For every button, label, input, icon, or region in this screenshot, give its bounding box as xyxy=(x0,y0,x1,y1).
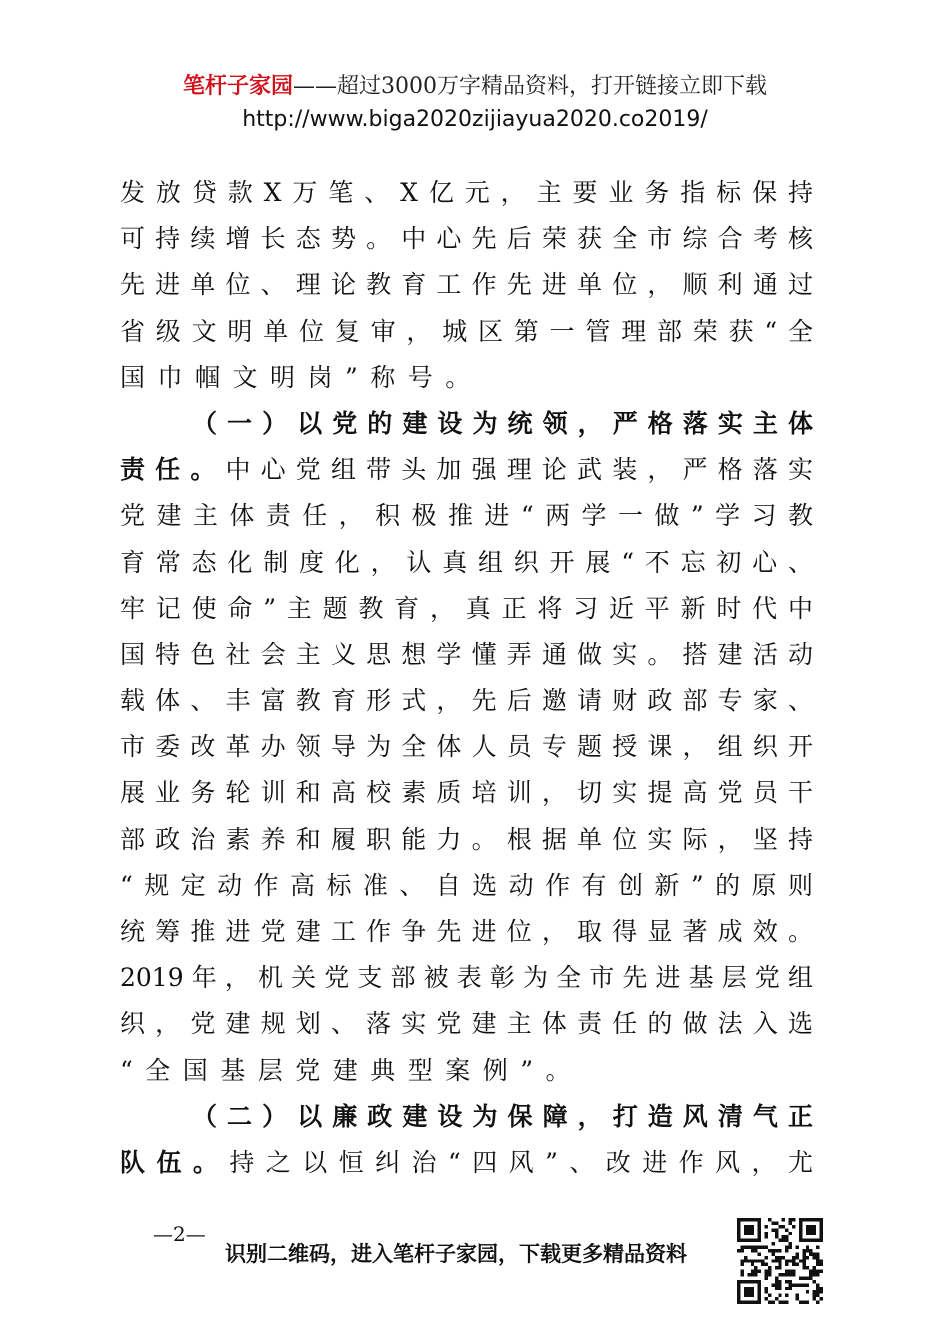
text-line xyxy=(120,447,813,493)
text-line: 织，党建规划、落实党建主体责任的做法入选 xyxy=(120,1009,813,1039)
text-line-content: 持之以恒纠治“四风”、改进作风，尤 xyxy=(229,1147,813,1177)
page-header xyxy=(0,70,950,135)
text-line-content: 中心党组带头加强理论武装，严格落实 xyxy=(225,455,813,485)
page-number: —2— xyxy=(153,1222,206,1246)
text-line: 载体、丰富教育形式，先后邀请财政部专家、 xyxy=(120,686,813,716)
header-banner xyxy=(0,70,950,103)
text-line: 展业务轮训和高校素质培训，切实提高党员干 xyxy=(120,778,813,808)
qr-code-icon[interactable] xyxy=(737,1218,823,1304)
text-line: 2019年，机关党支部被表彰为全市先进基层党组 xyxy=(120,963,813,993)
section-heading-1-tail: 责任。 xyxy=(120,455,226,485)
text-line: 先进单位、理论教育工作先进单位，顺利通过 xyxy=(120,270,813,300)
text-line: 统筹推进党建工作争先进位，取得显著成效。 xyxy=(120,917,813,946)
site-name[interactable]: 笔杆子家园 xyxy=(182,73,293,99)
text-line: 国巾帼文明岗”称号。 xyxy=(120,362,483,392)
text-line: 部政治素养和履职能力。根据单位实际，坚持 xyxy=(120,824,813,854)
text-line: 育常态化制度化，认真组织开展“不忘初心、 xyxy=(120,547,813,577)
text-line: 牢记使命”主题教育，真正将习近平新时代中 xyxy=(120,593,813,623)
section-heading-2-tail: 队伍。 xyxy=(120,1147,230,1177)
text-line xyxy=(120,1140,813,1186)
download-link[interactable]: http://www.biga2020zijiayua2020.co2019/ xyxy=(242,107,708,132)
text-line: 国特色社会主义思想学懂弄通做实。搭建活动 xyxy=(120,639,813,669)
text-line: 可持续增长态势。中心先后荣获全市综合考核 xyxy=(120,224,813,254)
text-line: 党建主体责任，积极推进“两学一做”学习教 xyxy=(120,501,813,531)
section-heading-2: （二）以廉政建设为保障，打造风清气正 xyxy=(192,1101,813,1131)
text-line: 省级文明单位复审，城区第一管理部荣获“全 xyxy=(120,316,813,346)
document-body xyxy=(120,170,813,1186)
header-tagline: ——超过3000万字精品资料，打开链接立即下载 xyxy=(293,74,767,99)
text-line: 发放贷款X万笔、X亿元，主要业务指标保持 xyxy=(120,178,813,207)
text-line: “规定动作高标准、自选动作有创新”的原则 xyxy=(120,870,813,900)
text-line: 市委改革办领导为全体人员专题授课，组织开 xyxy=(120,732,813,762)
text-line: “全国基层党建典型案例”。 xyxy=(120,1055,584,1085)
section-heading-1: （一）以党的建设为统领，严格落实主体 xyxy=(192,408,813,438)
footer-caption: 识别二维码，进入笔杆子家园，下载更多精品资料 xyxy=(225,1241,687,1266)
